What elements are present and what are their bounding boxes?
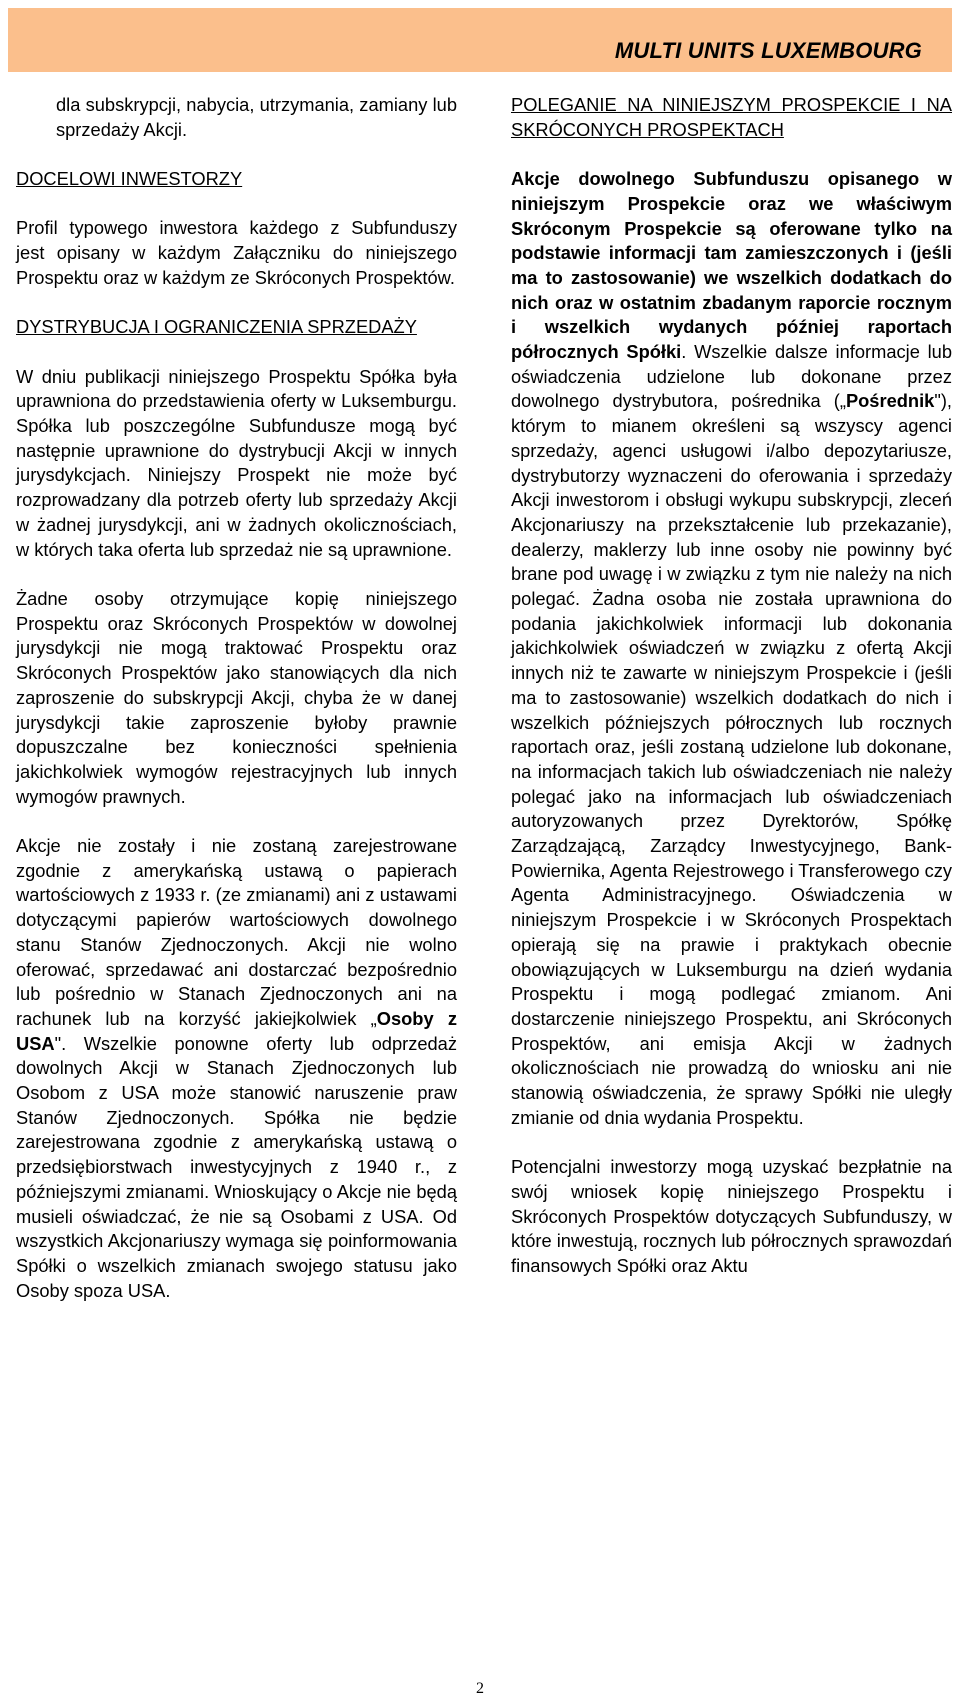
invitation-paragraph: Żadne osoby otrzymujące kopię niniejszego Prospektu oraz Skróconych Prospektów w dowolnej jurysdykcji nie mogą traktować Prospektu oraz Skróconych Prospektów jako stanowiących dla nich zaproszenie do subskrypcji Akcji, chyba że w danej jurysdykcji takie zaproszenie byłoby prawnie dopuszczalne bez konieczności spełnienia jakichkolwiek wymogów rejestracyjnych lub innych wymogów prawnych.: [16, 587, 457, 807]
target-investors-paragraph: Profil typowego inwestora każdego z Subfunduszy jest opisany w każdym Załączniku do niniejszego Prospektu oraz w każdym ze Skróconych Prospektów.: [16, 217, 457, 288]
header-title: MULTI UNITS LUXEMBOURG: [614, 38, 922, 63]
header-band: [8, 8, 952, 72]
us-restrictions-text-b: ". Wszelkie ponowne oferty lub odprzedaż dowolnych Akcji w Stanach Zjednoczonych lub Osobom z USA może stanowić naruszenie praw Stanów Zjednoczonych. Spółka nie będzie zarejestrowana zgodnie z amerykańską ustawą o przedsiębiorstwach inwestycyjnych z 1940 r., z późniejszymi zmianami. Wnioskujący o Akcje nie będą musieli oświadczać, że nie są Osobami z USA. Od wszystkich Akcjonariuszy wymaga się poinformowania Spółki o wszelkich zmianach swojego statusu jako Osoby spoza USA.: [16, 1032, 457, 1301]
section-heading-distribution: DYSTRYBUCJA I OGRANICZENIA SPRZEDAŻY: [16, 316, 417, 338]
page-number: 2: [476, 1680, 484, 1697]
reliance-paragraph: [511, 167, 952, 1130]
reliance-text-b: "), którym to mianem określeni są wszyscy agenci sprzedaży, agenci usługowi i/albo depozytariusze, dystrybutorzy wyznaczeni do oferowania i sprzedaży Akcji inwestorom i obsługi wykupu subskrypcji, zleceń Akcjonariuszy na przekształcenie lub przekazanie), dealerzy, maklerzy lub inne osoby nie powinny być brane pod uwagę i w związku z tym nie należy na nich polegać. Żadna osoba nie została uprawniona do podania jakichkolwiek informacji lub dokonania jakichkolwiek oświadczeń w związku z ofertą Akcji innych niż te zawarte w niniejszym Prospekcie i (jeśli ma to zastosowanie) wszelkich dodatkach do nich i wszelkich późniejszych półrocznych lub rocznych raportach oraz, jeśli zostaną udzielone lub dokonane, na informacjach takich lub oświadczeniach nie należy polegać jako na informacjach lub oświadczeniach autoryzowanych przez Dyrektorów, Spółkę Zarządzającą, Zarządcy Inwestycyjnego, Bank-Powiernika, Agenta Rejestrowego i Transferowego czy Agenta Administracyjnego. Oświadczenia w niniejszym Prospekcie i w Skróconych Prospektach opierają się na prawie i praktykach obecnie obowiązujących w Luksemburgu na dzień wydania Prospektu i mogą podlegać zmianom. Ani dostarczenie niniejszego Prospektu, ani Skróconych Prospektów, ani emisja Akcji w żadnych okolicznościach nie prowadzą do wniosku ani nie stanowią oświadczenia, że sprawy Spółki nie uległy zmianie od dnia wydania Prospektu.: [511, 390, 953, 1128]
section-heading-reliance: POLEGANIE NA NINIEJSZYM PROSPEKCIE I NA SKRÓCONYCH PROSPEKTACH: [511, 94, 952, 140]
left-column: [16, 93, 457, 1303]
right-column: [511, 93, 952, 1279]
distribution-paragraph: W dniu publikacji niniejszego Prospektu Spółka była uprawniona do przedstawienia oferty w Luksemburgu. Spółka lub poszczególne Subfundusze mogą być następnie uprawnione do dystrybucji Akcji w innych jurysdykcjach. Niniejszy Prospekt nie może być rozprowadzany dla potrzeb oferty lub sprzedaży Akcji w żadnej jurysdykcji, ani w żadnych okolicznościach, w których taka oferta lub sprzedaż nie są uprawnione.: [16, 365, 457, 560]
us-person-term: Osoby z USA: [16, 1007, 457, 1054]
copies-paragraph: Potencjalni inwestorzy mogą uzyskać bezpłatnie na swój wniosek kopię niniejszego Prospektu i Skróconych Prospektów dotyczących Subfunduszy, w które inwestują, rocznych lub półrocznych sprawozdań finansowych Spółki oraz Aktu: [511, 1156, 952, 1277]
us-restrictions-paragraph: [16, 834, 457, 1303]
section-heading-target-investors: DOCELOWI INWESTORZY: [16, 168, 243, 190]
us-restrictions-text-a: Akcje nie zostały i nie zostaną zarejestrowane zgodnie z amerykańską ustawą o papierach wartościowych z 1933 r. (ze zmianami) ani z ustawami dotyczącymi papierów wartościowych dowolnego stanu Stanów Zjednoczonych. Akcji nie wolno oferować, sprzedawać ani dostarczać bezpośrednio lub pośrednio w Stanach Zjednoczonych ani na rachunek lub na korzyść jakiejkolwiek „: [16, 835, 457, 1029]
reliance-text-a: . Wszelkie dalsze informacje lub oświadczenia udzielone lub dokonane przez dowolnego dystrybutora, pośrednika („: [511, 341, 952, 412]
intermediary-term: Pośrednik: [845, 390, 935, 412]
reliance-bold-text: Akcje dowolnego Subfunduszu opisanego w niniejszym Prospekcie oraz we właściwym Skróconym Prospekcie są oferowane tylko na podstawie informacji tam zamieszczonych i (jeśli ma to zastosowanie) we wszelkich dodatkach do nich oraz w ostatnim zbadanym raporcie rocznym i wszelkich wydanych później raportach półrocznych Spółki: [511, 168, 952, 363]
intro-paragraph: dla subskrypcji, nabycia, utrzymania, zamiany lub sprzedaży Akcji.: [56, 94, 457, 140]
